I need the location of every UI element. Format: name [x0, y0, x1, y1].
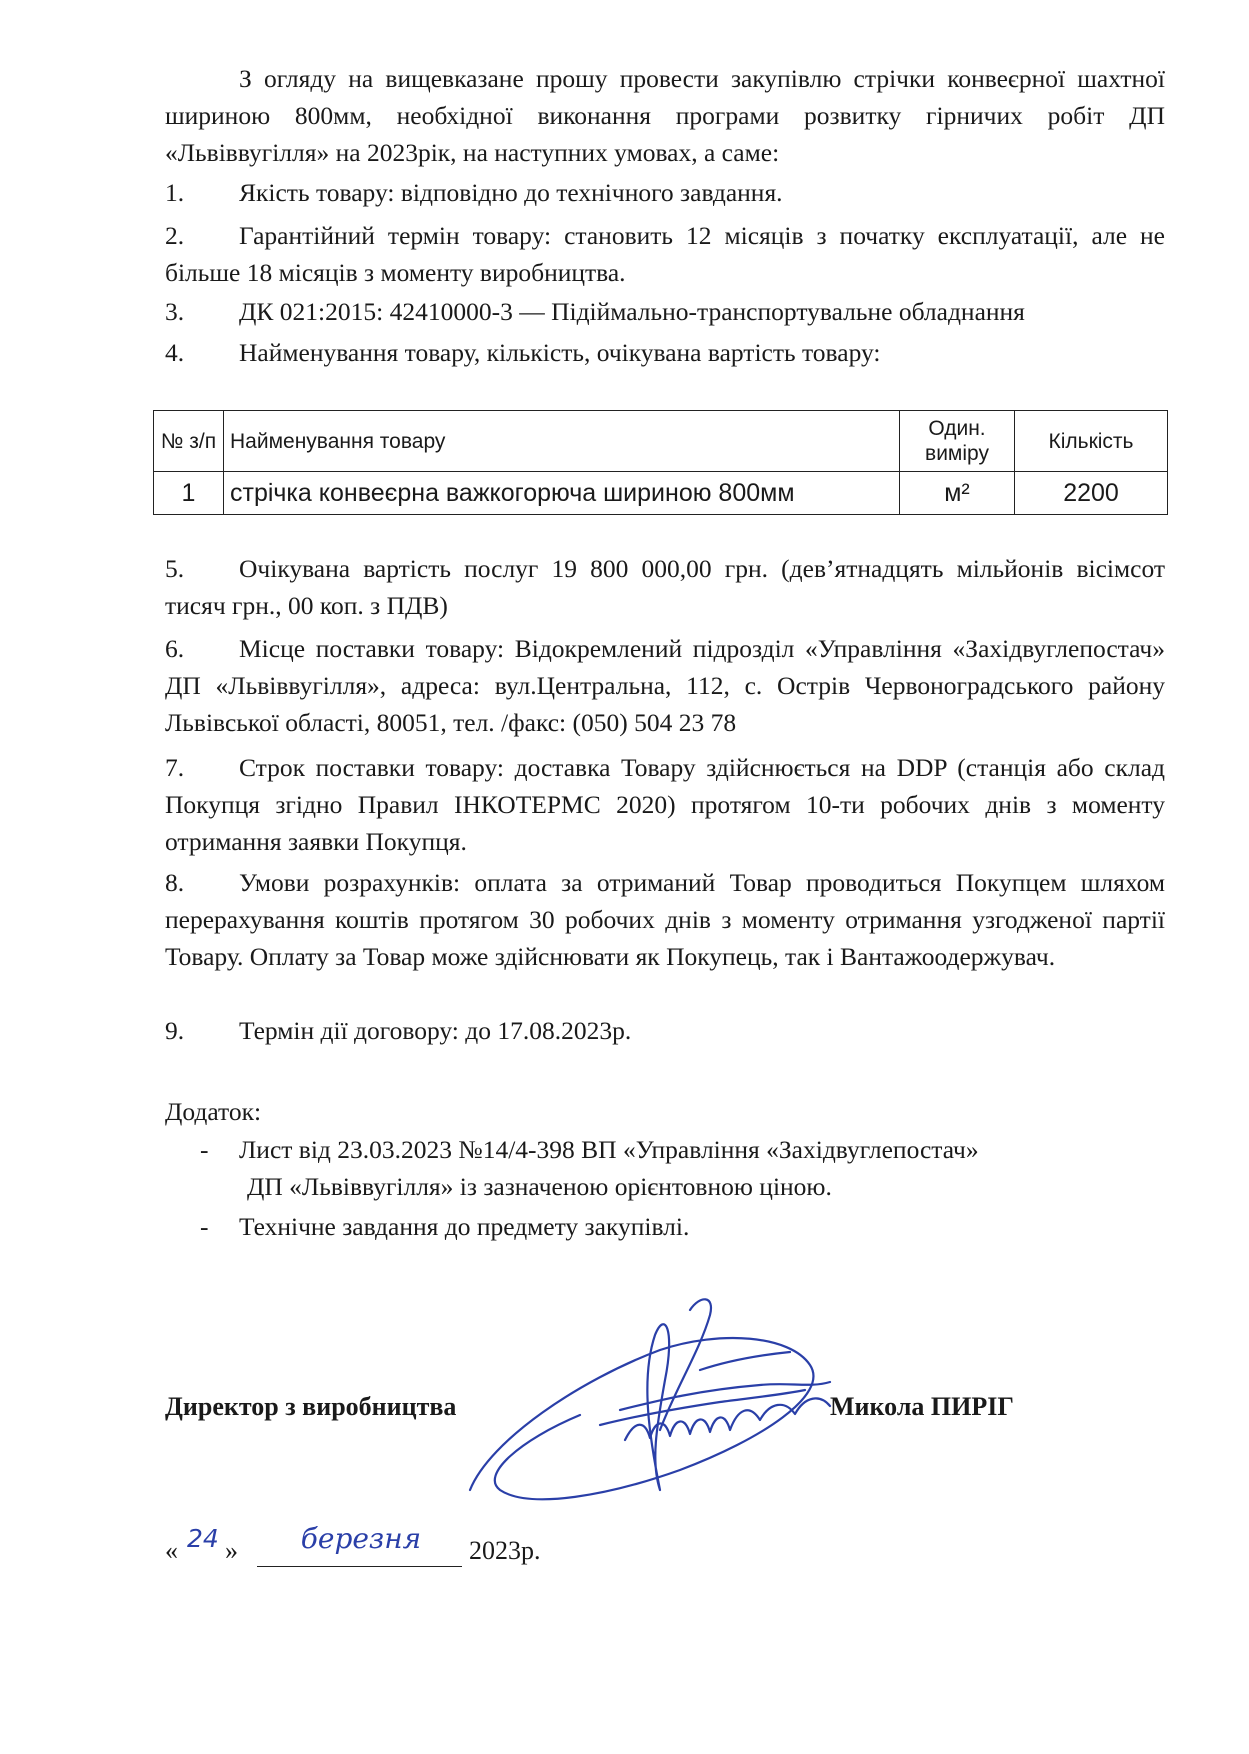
dash-bullet: - [200, 1212, 209, 1241]
signatory-title: Директор з виробництва [165, 1392, 457, 1421]
list-item-1 [165, 174, 1165, 211]
date-year: 2023р. [469, 1536, 541, 1565]
item-text: Гарантійний термін товару: становить 12 місяців з початку експлуатації, але не більше 18 місяців з моменту виробництва. [165, 221, 1165, 287]
table-header-row [154, 411, 1168, 472]
item-text: Очікувана вартість послуг 19 800 000,00 грн. (дев’ятнадцять мільйонів вісімсот тисяч грн., 00 коп. з ПДВ) [165, 554, 1165, 620]
signatory-name: Микола ПИРІГ [830, 1392, 1014, 1421]
item-number: 7. [165, 753, 185, 782]
item-text: ДК 021:2015: 42410000-3 — Підіймально-транспортувальне обладнання [239, 297, 1025, 326]
item-text: Місце поставки товару: Відокремлений підрозділ «Управління «Західвуглепостач» ДП «Львіввугілля», адреса: вул.Центральна, 112, с. Острів Червоноградського району Львівської області, 80051, тел. /факс: (050) 504 23 78 [165, 634, 1165, 737]
item-text: Умови розрахунків: оплата за отриманий Товар проводиться Покупцем шляхом перерахування коштів протягом 30 робочих днів з моменту отримання узгодженої партії Товару. Оплату за Товар може здійснювати як Покупець, так і Вантажоодержувач. [165, 868, 1165, 971]
attachment-line-1: Лист від 23.03.2023 №14/4-398 ВП «Управління «Західвуглепостач» [239, 1135, 979, 1164]
attachment-line-2: ДП «Львіввугілля» із зазначеною орієнтовною ціною. [247, 1172, 832, 1201]
item-number: 3. [165, 297, 185, 326]
date-day: 24 [187, 1524, 219, 1553]
cell-qty: 2200 [1015, 472, 1168, 515]
attachments-title: Додаток: [165, 1097, 262, 1126]
date-open-quote: « [165, 1536, 178, 1565]
list-item-2 [165, 217, 1165, 291]
item-text: Строк поставки товару: доставка Товару здійснюється на DDP (станція або склад Покупця згідно Правил ІНКОТЕРМС 2020) протягом 10-ти робочих днів з моменту отримання заявки Покупця. [165, 753, 1165, 856]
item-number: 6. [165, 634, 185, 663]
attachment-line-1: Технічне завдання до предмету закупівлі. [239, 1212, 690, 1241]
list-item-8 [165, 864, 1165, 975]
dash-bullet: - [200, 1135, 209, 1164]
item-text: Найменування товару, кількість, очікувана вартість товару: [239, 338, 881, 367]
header-unit: Один. виміру [900, 411, 1015, 472]
attachment-item-1 [200, 1131, 1165, 1205]
list-item-6 [165, 630, 1165, 741]
date-month: березня [300, 1522, 422, 1555]
date-line [165, 1522, 665, 1576]
cell-name: стрічка конвеєрна важкогорюча шириною 800мм [224, 472, 900, 515]
item-text: Якість товару: відповідно до технічного завдання. [239, 178, 783, 207]
goods-table [153, 410, 1168, 515]
list-item-5 [165, 550, 1165, 624]
header-name: Найменування товару [224, 411, 900, 472]
item-number: 8. [165, 868, 185, 897]
header-num: № з/п [154, 411, 224, 472]
list-item-3 [165, 293, 1165, 330]
item-number: 1. [165, 178, 185, 207]
item-text: Термін дії договору: до 17.08.2023р. [239, 1016, 632, 1045]
cell-num: 1 [154, 472, 224, 515]
table-row [154, 472, 1168, 515]
list-item-7 [165, 749, 1165, 860]
attachment-item-2 [200, 1208, 1165, 1245]
cell-unit: м² [900, 472, 1015, 515]
date-underline [257, 1566, 462, 1567]
item-number: 5. [165, 554, 185, 583]
handwritten-signature [460, 1290, 880, 1520]
intro-paragraph: З огляду на вищевказане прошу провести закупівлю стрічки конвеєрної шахтної шириною 800мм, необхідної виконання програми розвитку гірничих робіт ДП «Львіввугілля» на 2023рік, на наступних умовах, а саме: [165, 64, 1165, 167]
header-qty: Кількість [1015, 411, 1168, 472]
item-number: 2. [165, 221, 185, 250]
list-item-4 [165, 334, 1165, 371]
date-close-quote: » [225, 1536, 238, 1565]
list-item-9 [165, 1012, 1165, 1049]
item-number: 4. [165, 338, 185, 367]
item-number: 9. [165, 1016, 185, 1045]
